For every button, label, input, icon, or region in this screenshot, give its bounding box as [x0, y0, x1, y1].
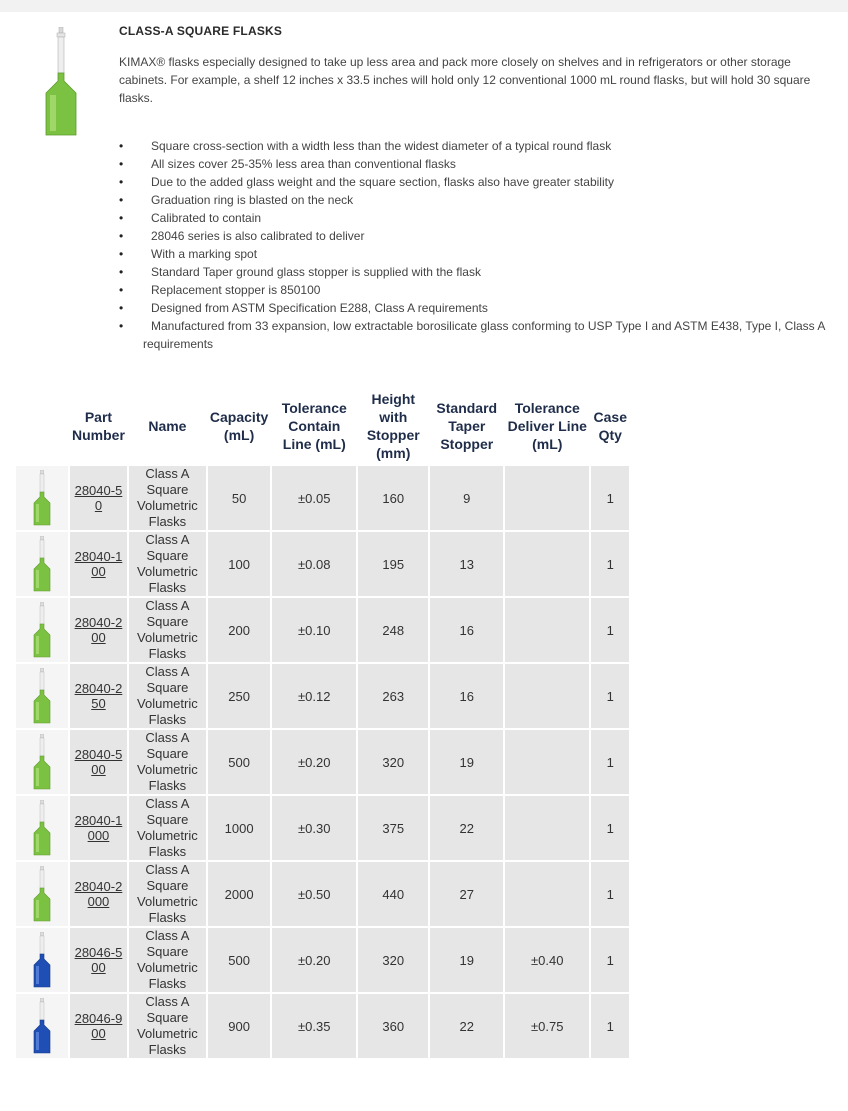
- capacity-cell: 900: [208, 994, 270, 1058]
- name-cell: Class A Square Volumetric Flasks: [129, 598, 206, 662]
- case-qty-cell: 1: [591, 994, 629, 1058]
- taper-stopper-cell: 22: [430, 796, 503, 860]
- tolerance-deliver-cell: [505, 598, 589, 662]
- tolerance-contain-cell: ±0.20: [272, 730, 356, 794]
- height-cell: 195: [358, 532, 428, 596]
- flask-image-cell: [16, 994, 68, 1058]
- part-number-cell: [70, 796, 127, 860]
- taper-stopper-cell: 22: [430, 994, 503, 1058]
- col-tolerance-contain: Tolerance Contain Line (mL): [272, 388, 356, 464]
- flask-image-cell: [16, 730, 68, 794]
- capacity-cell: 50: [208, 466, 270, 530]
- col-image: [16, 388, 68, 464]
- feature-item: • Square cross-section with a width less than the widest diameter of a typical round flask: [119, 137, 841, 155]
- feature-item: • All sizes cover 25-35% less area than conventional flasks: [119, 155, 841, 173]
- table-row: [16, 994, 629, 1058]
- capacity-cell: 500: [208, 928, 270, 992]
- flask-thumbnail-icon: [32, 536, 52, 592]
- col-tolerance-deliver: Tolerance Deliver Line (mL): [505, 388, 589, 464]
- tolerance-contain-cell: ±0.50: [272, 862, 356, 926]
- part-number-link[interactable]: 28040-200: [74, 615, 123, 645]
- feature-item: • With a marking spot: [119, 245, 841, 263]
- part-number-link[interactable]: 28040-250: [74, 681, 123, 711]
- part-number-link[interactable]: 28040-100: [74, 549, 123, 579]
- height-cell: 160: [358, 466, 428, 530]
- table-row: [16, 466, 629, 530]
- part-number-link[interactable]: 28046-500: [74, 945, 123, 975]
- table-row: [16, 796, 629, 860]
- tolerance-contain-cell: ±0.10: [272, 598, 356, 662]
- part-number-link[interactable]: 28040-50: [74, 483, 123, 513]
- part-number-cell: [70, 862, 127, 926]
- feature-item: • Designed from ASTM Specification E288, Class A requirements: [119, 299, 841, 317]
- tolerance-deliver-cell: ±0.40: [505, 928, 589, 992]
- height-cell: 320: [358, 928, 428, 992]
- flask-image-cell: [16, 598, 68, 662]
- flask-image-cell: [16, 664, 68, 728]
- product-description: KIMAX® flasks especially designed to take up less area and pack more closely on shelves and in refrigerators or other storage cabinets. For example, a shelf 12 inches x 33.5 inches will hold only 12 conventional 1000 mL round flasks, but will hold 30 square flasks.: [119, 55, 811, 105]
- name-cell: Class A Square Volumetric Flasks: [129, 994, 206, 1058]
- feature-list: [119, 137, 841, 353]
- flask-thumbnail-icon: [32, 602, 52, 658]
- feature-item: • Graduation ring is blasted on the neck: [119, 191, 841, 209]
- feature-item: • Manufactured from 33 expansion, low extractable borosilicate glass conforming to USP Type I and ASTM E438, Type I, Class A requirements: [119, 317, 841, 353]
- tolerance-deliver-cell: [505, 532, 589, 596]
- taper-stopper-cell: 19: [430, 928, 503, 992]
- height-cell: 375: [358, 796, 428, 860]
- feature-item: • Replacement stopper is 850100: [119, 281, 841, 299]
- table-row: [16, 532, 629, 596]
- tolerance-contain-cell: ±0.35: [272, 994, 356, 1058]
- tolerance-contain-cell: ±0.30: [272, 796, 356, 860]
- flask-thumbnail-icon: [32, 866, 52, 922]
- capacity-cell: 2000: [208, 862, 270, 926]
- table-row: [16, 928, 629, 992]
- flask-thumbnail-icon: [32, 998, 52, 1054]
- table-row: [16, 730, 629, 794]
- capacity-cell: 250: [208, 664, 270, 728]
- name-cell: Class A Square Volumetric Flasks: [129, 532, 206, 596]
- feature-item: • Due to the added glass weight and the square section, flasks also have greater stability: [119, 173, 841, 191]
- tolerance-deliver-cell: ±0.75: [505, 994, 589, 1058]
- case-qty-cell: 1: [591, 466, 629, 530]
- tolerance-deliver-cell: [505, 466, 589, 530]
- case-qty-cell: 1: [591, 664, 629, 728]
- height-cell: 263: [358, 664, 428, 728]
- taper-stopper-cell: 16: [430, 598, 503, 662]
- name-cell: Class A Square Volumetric Flasks: [129, 730, 206, 794]
- height-cell: 320: [358, 730, 428, 794]
- height-cell: 248: [358, 598, 428, 662]
- col-capacity: Capacity (mL): [208, 388, 270, 464]
- height-cell: 360: [358, 994, 428, 1058]
- case-qty-cell: 1: [591, 928, 629, 992]
- taper-stopper-cell: 9: [430, 466, 503, 530]
- flask-product-image: [38, 27, 84, 139]
- flask-thumbnail-icon: [32, 734, 52, 790]
- case-qty-cell: 1: [591, 730, 629, 794]
- table-row: [16, 598, 629, 662]
- page-title: CLASS-A SQUARE FLASKS: [119, 24, 283, 38]
- name-cell: Class A Square Volumetric Flasks: [129, 862, 206, 926]
- flask-thumbnail-icon: [32, 668, 52, 724]
- col-name: Name: [129, 388, 206, 464]
- flask-image-cell: [16, 796, 68, 860]
- flask-thumbnail-icon: [32, 800, 52, 856]
- spec-table: [14, 386, 631, 1060]
- table-header-row: [16, 388, 629, 464]
- case-qty-cell: 1: [591, 796, 629, 860]
- top-bar: [0, 0, 848, 12]
- flask-image-cell: [16, 862, 68, 926]
- taper-stopper-cell: 27: [430, 862, 503, 926]
- part-number-link[interactable]: 28046-900: [74, 1011, 123, 1041]
- taper-stopper-cell: 16: [430, 664, 503, 728]
- capacity-cell: 500: [208, 730, 270, 794]
- part-number-link[interactable]: 28040-1000: [74, 813, 123, 843]
- part-number-cell: [70, 598, 127, 662]
- flask-thumbnail-icon: [32, 932, 52, 988]
- tolerance-contain-cell: ±0.20: [272, 928, 356, 992]
- feature-item: • Calibrated to contain: [119, 209, 841, 227]
- part-number-cell: [70, 664, 127, 728]
- name-cell: Class A Square Volumetric Flasks: [129, 664, 206, 728]
- part-number-cell: [70, 532, 127, 596]
- part-number-link[interactable]: 28040-2000: [74, 879, 123, 909]
- case-qty-cell: 1: [591, 532, 629, 596]
- table-row: [16, 664, 629, 728]
- col-part-number: Part Number: [70, 388, 127, 464]
- part-number-cell: [70, 994, 127, 1058]
- height-cell: 440: [358, 862, 428, 926]
- col-height: Height with Stopper (mm): [358, 388, 428, 464]
- capacity-cell: 100: [208, 532, 270, 596]
- col-standard-taper: Standard Taper Stopper: [430, 388, 503, 464]
- flask-image-cell: [16, 466, 68, 530]
- capacity-cell: 200: [208, 598, 270, 662]
- tolerance-deliver-cell: [505, 796, 589, 860]
- tolerance-contain-cell: ±0.05: [272, 466, 356, 530]
- flask-thumbnail-icon: [32, 470, 52, 526]
- part-number-cell: [70, 730, 127, 794]
- part-number-cell: [70, 928, 127, 992]
- name-cell: Class A Square Volumetric Flasks: [129, 928, 206, 992]
- name-cell: Class A Square Volumetric Flasks: [129, 796, 206, 860]
- flask-image-cell: [16, 532, 68, 596]
- name-cell: Class A Square Volumetric Flasks: [129, 466, 206, 530]
- tolerance-deliver-cell: [505, 664, 589, 728]
- part-number-cell: [70, 466, 127, 530]
- case-qty-cell: 1: [591, 862, 629, 926]
- tolerance-deliver-cell: [505, 862, 589, 926]
- table-row: [16, 862, 629, 926]
- part-number-link[interactable]: 28040-500: [74, 747, 123, 777]
- taper-stopper-cell: 19: [430, 730, 503, 794]
- feature-item: • 28046 series is also calibrated to deliver: [119, 227, 841, 245]
- col-case-qty: Case Qty: [591, 388, 629, 464]
- case-qty-cell: 1: [591, 598, 629, 662]
- feature-item: • Standard Taper ground glass stopper is supplied with the flask: [119, 263, 841, 281]
- tolerance-deliver-cell: [505, 730, 589, 794]
- tolerance-contain-cell: ±0.08: [272, 532, 356, 596]
- taper-stopper-cell: 13: [430, 532, 503, 596]
- tolerance-contain-cell: ±0.12: [272, 664, 356, 728]
- flask-image-cell: [16, 928, 68, 992]
- capacity-cell: 1000: [208, 796, 270, 860]
